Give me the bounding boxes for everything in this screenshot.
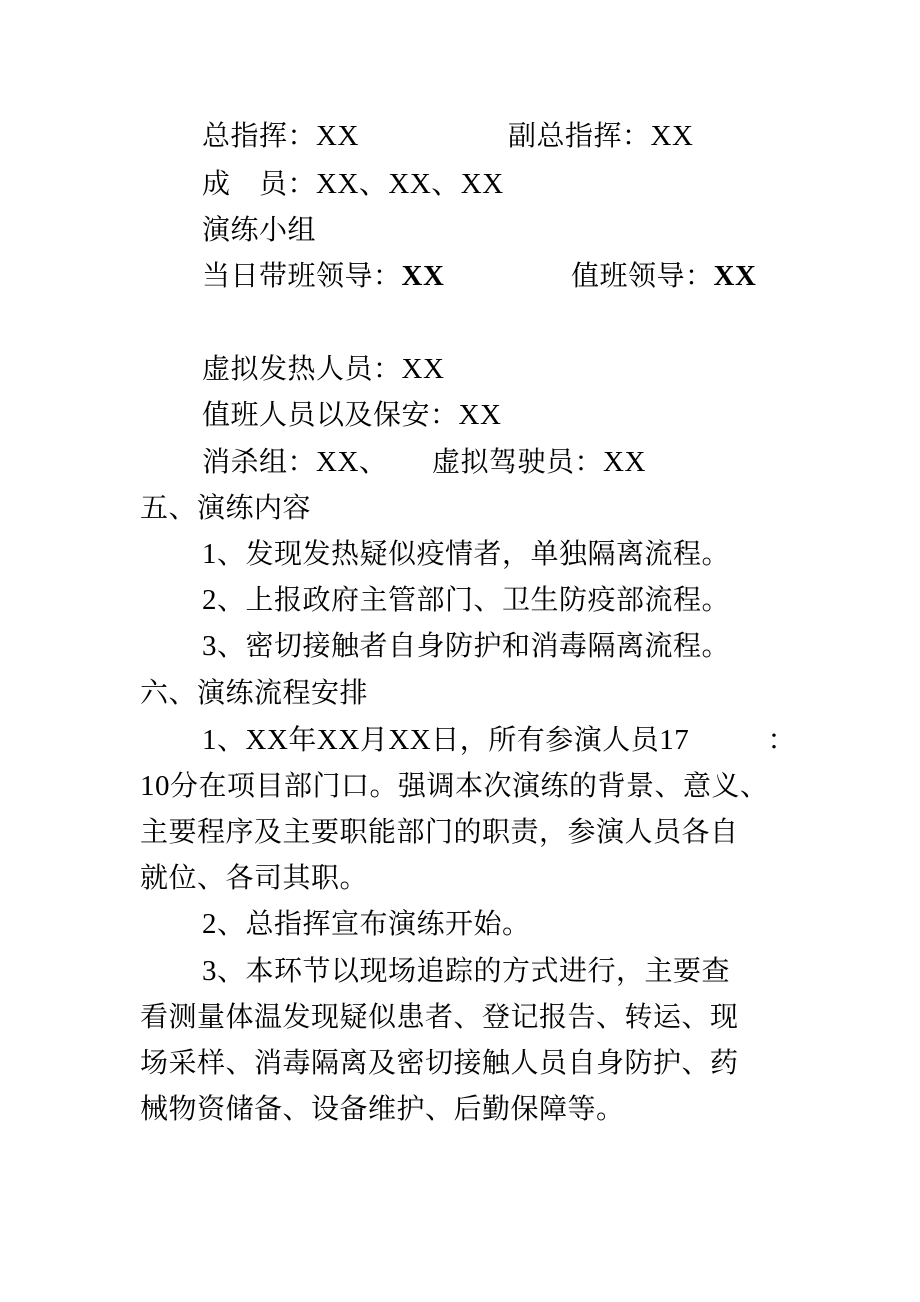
fever-person-value: XX — [401, 353, 445, 385]
disinfection-group-value: XX、 — [316, 446, 389, 478]
duty-staff-label: 值班人员以及保安： — [202, 398, 459, 431]
commander-value: XX — [316, 120, 359, 152]
para-number: 2 — [202, 908, 217, 940]
driver-label: 虚拟驾驶员： — [432, 445, 604, 478]
para-text: 分在项目部门口。强调本次演练的背景、意义、 — [170, 769, 769, 802]
drill-group-heading — [202, 212, 316, 248]
duty-leader-value: XX — [401, 260, 445, 292]
commander-label: 总指挥： — [202, 119, 317, 152]
fever-person-line — [202, 351, 444, 387]
para-text: 日，所有参演人员 — [431, 723, 660, 756]
members-label: 成 员： — [202, 167, 317, 200]
para-text: 月 — [359, 723, 389, 756]
duty-leader-line — [202, 258, 444, 294]
paragraph-1-line-3: 主要程序及主要职能部门的职责，参演人员各自 — [140, 815, 739, 848]
deputy-commander-value: XX — [650, 120, 694, 152]
section-5-item-3 — [202, 628, 730, 664]
paragraph-1-line-1 — [202, 722, 796, 758]
section-5-item-1 — [202, 536, 730, 572]
item-text: 、上报政府主管部门、卫生防疫部流程。 — [217, 583, 731, 616]
shift-leader-line — [571, 258, 756, 294]
driver-line — [432, 444, 646, 480]
item-number: 1 — [202, 538, 217, 570]
paragraph-3-line-3: 场采样、消毒隔离及密切接触人员自身防护、药 — [140, 1046, 739, 1079]
para-text: ： — [767, 723, 796, 756]
paragraph-3-line-1 — [202, 953, 730, 989]
para-text: 、总指挥宣布演练开始。 — [217, 907, 531, 940]
para-text: 、 — [217, 723, 246, 756]
item-text: 、发现发热疑似疫情者，单独隔离流程。 — [217, 537, 731, 570]
paragraph-3-line-4: 械物资储备、设备维护、后勤保障等。 — [140, 1092, 625, 1125]
paragraph-3-line-2: 看测量体温发现疑似患者、登记报告、转运、现 — [140, 1000, 739, 1033]
shift-leader-value: XX — [713, 260, 757, 292]
para-value: 17 — [659, 724, 690, 756]
para-text: 年 — [288, 723, 317, 756]
item-number: 3 — [202, 630, 217, 662]
deputy-commander-label: 副总指挥： — [508, 119, 651, 152]
item-text: 、密切接触者自身防护和消毒隔离流程。 — [217, 629, 731, 662]
para-value: 10 — [140, 770, 170, 802]
para-value: XX — [245, 724, 289, 756]
driver-value: XX — [603, 446, 646, 478]
members-line — [202, 166, 504, 202]
commander-line — [202, 118, 359, 154]
shift-leader-label: 值班领导： — [571, 259, 714, 292]
fever-person-label: 虚拟发热人员： — [202, 352, 402, 385]
para-value: XX — [388, 724, 432, 756]
duty-staff-line — [202, 397, 501, 433]
paragraph-1-line-4: 就位、各司其职。 — [140, 861, 369, 894]
duty-leader-label: 当日带班领导： — [202, 259, 402, 292]
disinfection-group-label: 消杀组： — [202, 445, 317, 478]
para-number: 1 — [202, 724, 217, 756]
para-number: 3 — [202, 955, 217, 987]
item-number: 2 — [202, 584, 217, 616]
para-value: XX — [316, 724, 360, 756]
section-6-heading: 六、演练流程安排 — [140, 676, 369, 709]
paragraph-2 — [202, 906, 531, 942]
section-5-heading: 五、演练内容 — [140, 491, 312, 524]
section-5-item-2 — [202, 582, 730, 618]
paragraph-1-line-2 — [140, 768, 769, 804]
deputy-commander-line — [508, 118, 693, 154]
para-text: 、本环节以现场追踪的方式进行，主要查 — [217, 954, 731, 987]
drill-group-label: 演练小组 — [202, 213, 317, 246]
duty-staff-value: XX — [458, 399, 502, 431]
disinfection-group-line — [202, 444, 388, 480]
members-value: XX、XX、XX — [316, 168, 504, 200]
